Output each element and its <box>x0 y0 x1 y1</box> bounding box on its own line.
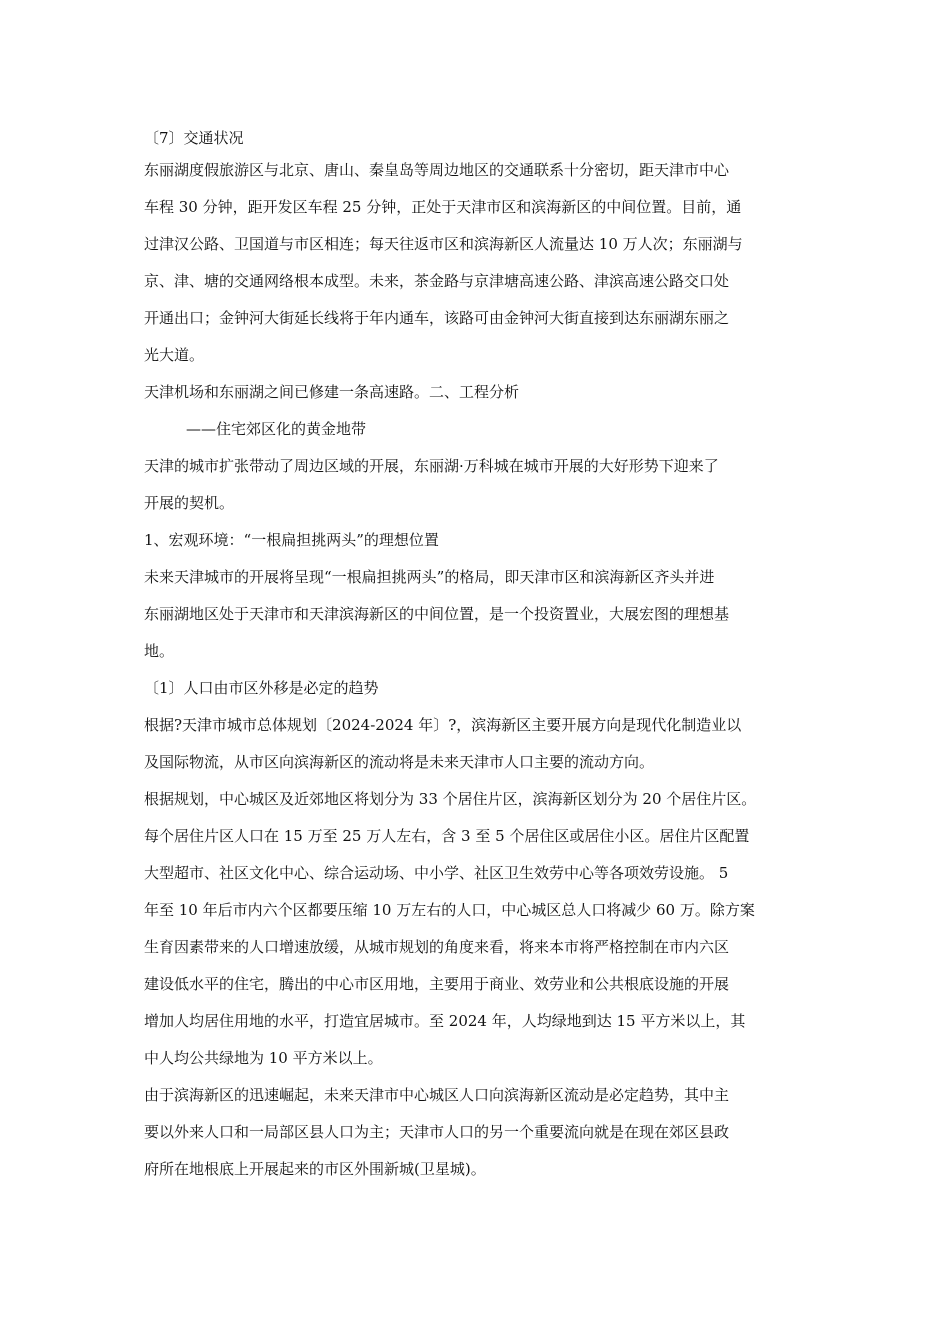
document-body <box>144 124 814 1188</box>
paragraph-line: 根据?天津市城市总体规划〔2024-2024 年〕?，滨海新区主要开展方向是现代化制造业以 <box>144 716 742 734</box>
paragraph-line: 增加人均居住用地的水平，打造宜居城市。至 2024 年，人均绿地到达 15 平方米以上，其 <box>144 1012 746 1030</box>
paragraph-line: 地。 <box>144 642 175 660</box>
paragraph-line: 每个居住片区人口在 15 万至 25 万人左右，含 3 至 5 个居住区或居住小区。居住片区配置 <box>144 827 750 845</box>
paragraph-line: 大型超市、社区文化中心、综合运动场、中小学、社区卫生效劳中心等各项效劳设施。 5 <box>144 864 729 882</box>
paragraph-line: 东丽湖地区处于天津市和天津滨海新区的中间位置，是一个投资置业，大展宏图的理想基 <box>144 605 730 623</box>
paragraph-line: 京、津、塘的交通网络根本成型。未来，茶金路与京津塘高速公路、津滨高速公路交口处 <box>144 272 730 290</box>
section-heading-macro: 1、宏观环境：“一根扁担挑两头”的理想位置 <box>144 531 439 549</box>
paragraph-line: 及国际物流，从市区向滨海新区的流动将是未来天津市人口主要的流动方向。 <box>144 753 655 771</box>
paragraph-line: 天津的城市扩张带动了周边区域的开展，东丽湖·万科城在城市开展的大好形势下迎来了 <box>144 457 719 475</box>
paragraph-line: 建设低水平的住宅，腾出的中心市区用地，主要用于商业、效劳业和公共根底设施的开展 <box>144 975 730 993</box>
paragraph-line: 中人均公共绿地为 10 平方米以上。 <box>144 1049 383 1067</box>
paragraph-line: 东丽湖度假旅游区与北京、唐山、秦皇岛等周边地区的交通联系十分密切，距天津市中心 <box>144 161 730 179</box>
paragraph-line: 根据规划，中心城区及近郊地区将划分为 33 个居住片区，滨海新区划分为 20 个居住片区。 <box>144 790 757 808</box>
paragraph-line: 开通出口；金钟河大街延长线将于年内通车，该路可由金钟河大街直接到达东丽湖东丽之 <box>144 309 730 327</box>
paragraph-line: 由于滨海新区的迅速崛起，未来天津市中心城区人口向滨海新区流动是必定趋势，其中主 <box>144 1086 730 1104</box>
paragraph-line: 年至 10 年后市内六个区都要压缩 10 万左右的人口，中心城区总人口将减少 60 万。除方案 <box>144 901 755 919</box>
section-heading-traffic: 〔7〕交通状况 <box>144 129 244 147</box>
paragraph-line: 光大道。 <box>144 346 205 364</box>
subtitle-line: ——住宅郊区化的黄金地带 <box>186 420 367 438</box>
section-heading-population: 〔1〕人口由市区外移是必定的趋势 <box>144 679 379 697</box>
paragraph-line: 开展的契机。 <box>144 494 235 512</box>
paragraph-line: 生育因素带来的人口增速放缓，从城市规划的角度来看，将来本市将严格控制在市内六区 <box>144 938 730 956</box>
paragraph-line: 过津汉公路、卫国道与市区相连；每天往返市区和滨海新区人流量达 10 万人次；东丽湖与 <box>144 235 743 253</box>
paragraph-line: 要以外来人口和一局部区县人口为主；天津市人口的另一个重要流向就是在现在郊区县政 <box>144 1123 730 1141</box>
paragraph-line: 天津机场和东丽湖之间已修建一条高速路。二、工程分析 <box>144 383 520 401</box>
paragraph-line: 车程 30 分钟，距开发区车程 25 分钟，正处于天津市区和滨海新区的中间位置。目前，通 <box>144 198 742 216</box>
paragraph-line: 府所在地根底上开展起来的市区外围新城(卫星城)。 <box>144 1160 486 1178</box>
paragraph-line: 未来天津城市的开展将呈现“一根扁担挑两头”的格局，即天津市区和滨海新区齐头并进 <box>144 568 715 586</box>
